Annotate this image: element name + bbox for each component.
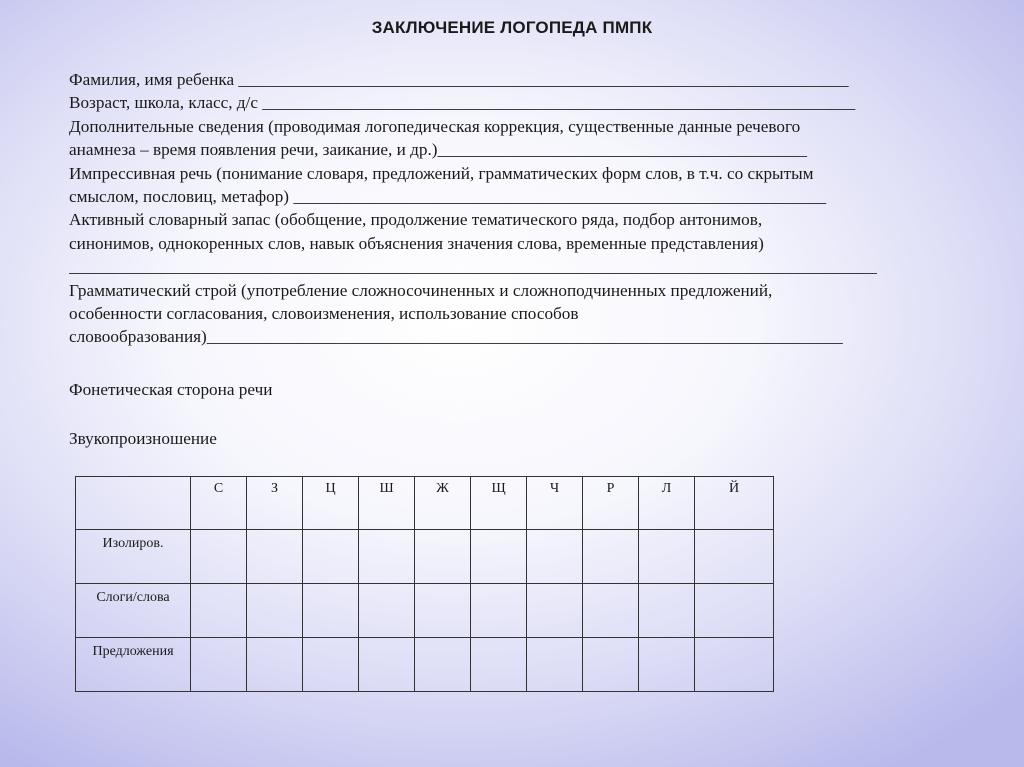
table-header-cell: З <box>247 477 303 530</box>
table-cell <box>359 584 415 638</box>
table-cell <box>471 638 527 692</box>
table-cell <box>695 638 774 692</box>
field-grammar-3: словообразования)__________________________________________________________________________ <box>69 327 843 347</box>
table-cell <box>303 584 359 638</box>
table-cell <box>303 530 359 584</box>
table-header-cell: Л <box>639 477 695 530</box>
table-cell <box>359 638 415 692</box>
table-cell <box>695 584 774 638</box>
table-cell <box>527 530 583 584</box>
table-cell <box>247 530 303 584</box>
table-cell <box>415 638 471 692</box>
field-impressive-speech-2: смыслом, пословиц, метафор) ______________________________________________________________ <box>69 186 827 206</box>
table-header-cell: Щ <box>471 477 527 530</box>
table-cell <box>695 530 774 584</box>
field-vocabulary-2: синонимов, однокоренных слов, навык объяснения значения слова, временные представления) <box>69 233 764 253</box>
table-cell <box>191 530 247 584</box>
document-title: ЗАКЛЮЧЕНИЕ ЛОГОПЕДА ПМПК <box>371 18 653 37</box>
table-header-cell: Й <box>695 477 774 530</box>
table-cell <box>471 584 527 638</box>
table-cell <box>527 638 583 692</box>
table-corner-cell <box>76 477 191 530</box>
field-vocabulary-1: Активный словарный запас (обобщение, продолжение тематического ряда, подбор антонимов, <box>69 210 763 230</box>
table-row <box>76 584 774 638</box>
field-impressive-speech-1: Импрессивная речь (понимание словаря, предложений, грамматических форм слов, в т.ч. со скрытым <box>69 163 814 183</box>
table-cell <box>639 638 695 692</box>
table-cell <box>415 530 471 584</box>
table-cell <box>247 638 303 692</box>
table-row-label: Слоги/слова <box>76 584 191 638</box>
field-age-school: Возраст, школа, класс, д/с _____________________________________________________________________ <box>69 93 856 113</box>
table-cell <box>191 638 247 692</box>
table-header-cell: Р <box>583 477 639 530</box>
section-sound-pronunciation: Звукопроизношение <box>69 429 217 448</box>
table-cell <box>191 584 247 638</box>
table-cell <box>415 584 471 638</box>
field-vocabulary-3: ______________________________________________________________________________________________ <box>69 257 877 277</box>
table-header-cell: Ж <box>415 477 471 530</box>
table-cell <box>639 584 695 638</box>
table-row <box>76 638 774 692</box>
table-header-cell: Ш <box>359 477 415 530</box>
sound-pronunciation-table <box>75 476 774 692</box>
table-header-cell: С <box>191 477 247 530</box>
field-child-name: Фамилия, имя ребенка _______________________________________________________________________ <box>69 70 849 89</box>
table-header-row <box>76 477 774 530</box>
table-cell <box>583 530 639 584</box>
table-cell <box>583 638 639 692</box>
field-additional-info-1: Дополнительные сведения (проводимая логопедическая коррекция, существенные данные речевого <box>69 116 801 136</box>
table-header-cell: Ч <box>527 477 583 530</box>
field-grammar-1: Грамматический строй (употребление сложносочиненных и сложноподчиненных предложений, <box>69 280 773 300</box>
field-additional-info-2: анамнеза – время появления речи, заикание, и др.)___________________________________________ <box>69 140 808 160</box>
field-grammar-2: особенности согласования, словоизменения, использование способов <box>69 303 579 323</box>
form-fields <box>69 68 949 349</box>
table-row-label: Изолиров. <box>76 530 191 584</box>
table-cell <box>303 638 359 692</box>
table-cell <box>583 584 639 638</box>
table-cell <box>359 530 415 584</box>
section-phonetic: Фонетическая сторона речи <box>69 380 273 399</box>
table-header-cell: Ц <box>303 477 359 530</box>
table-cell <box>639 530 695 584</box>
table-cell <box>247 584 303 638</box>
table-row <box>76 530 774 584</box>
table-cell <box>527 584 583 638</box>
table-row-label: Предложения <box>76 638 191 692</box>
table-cell <box>471 530 527 584</box>
